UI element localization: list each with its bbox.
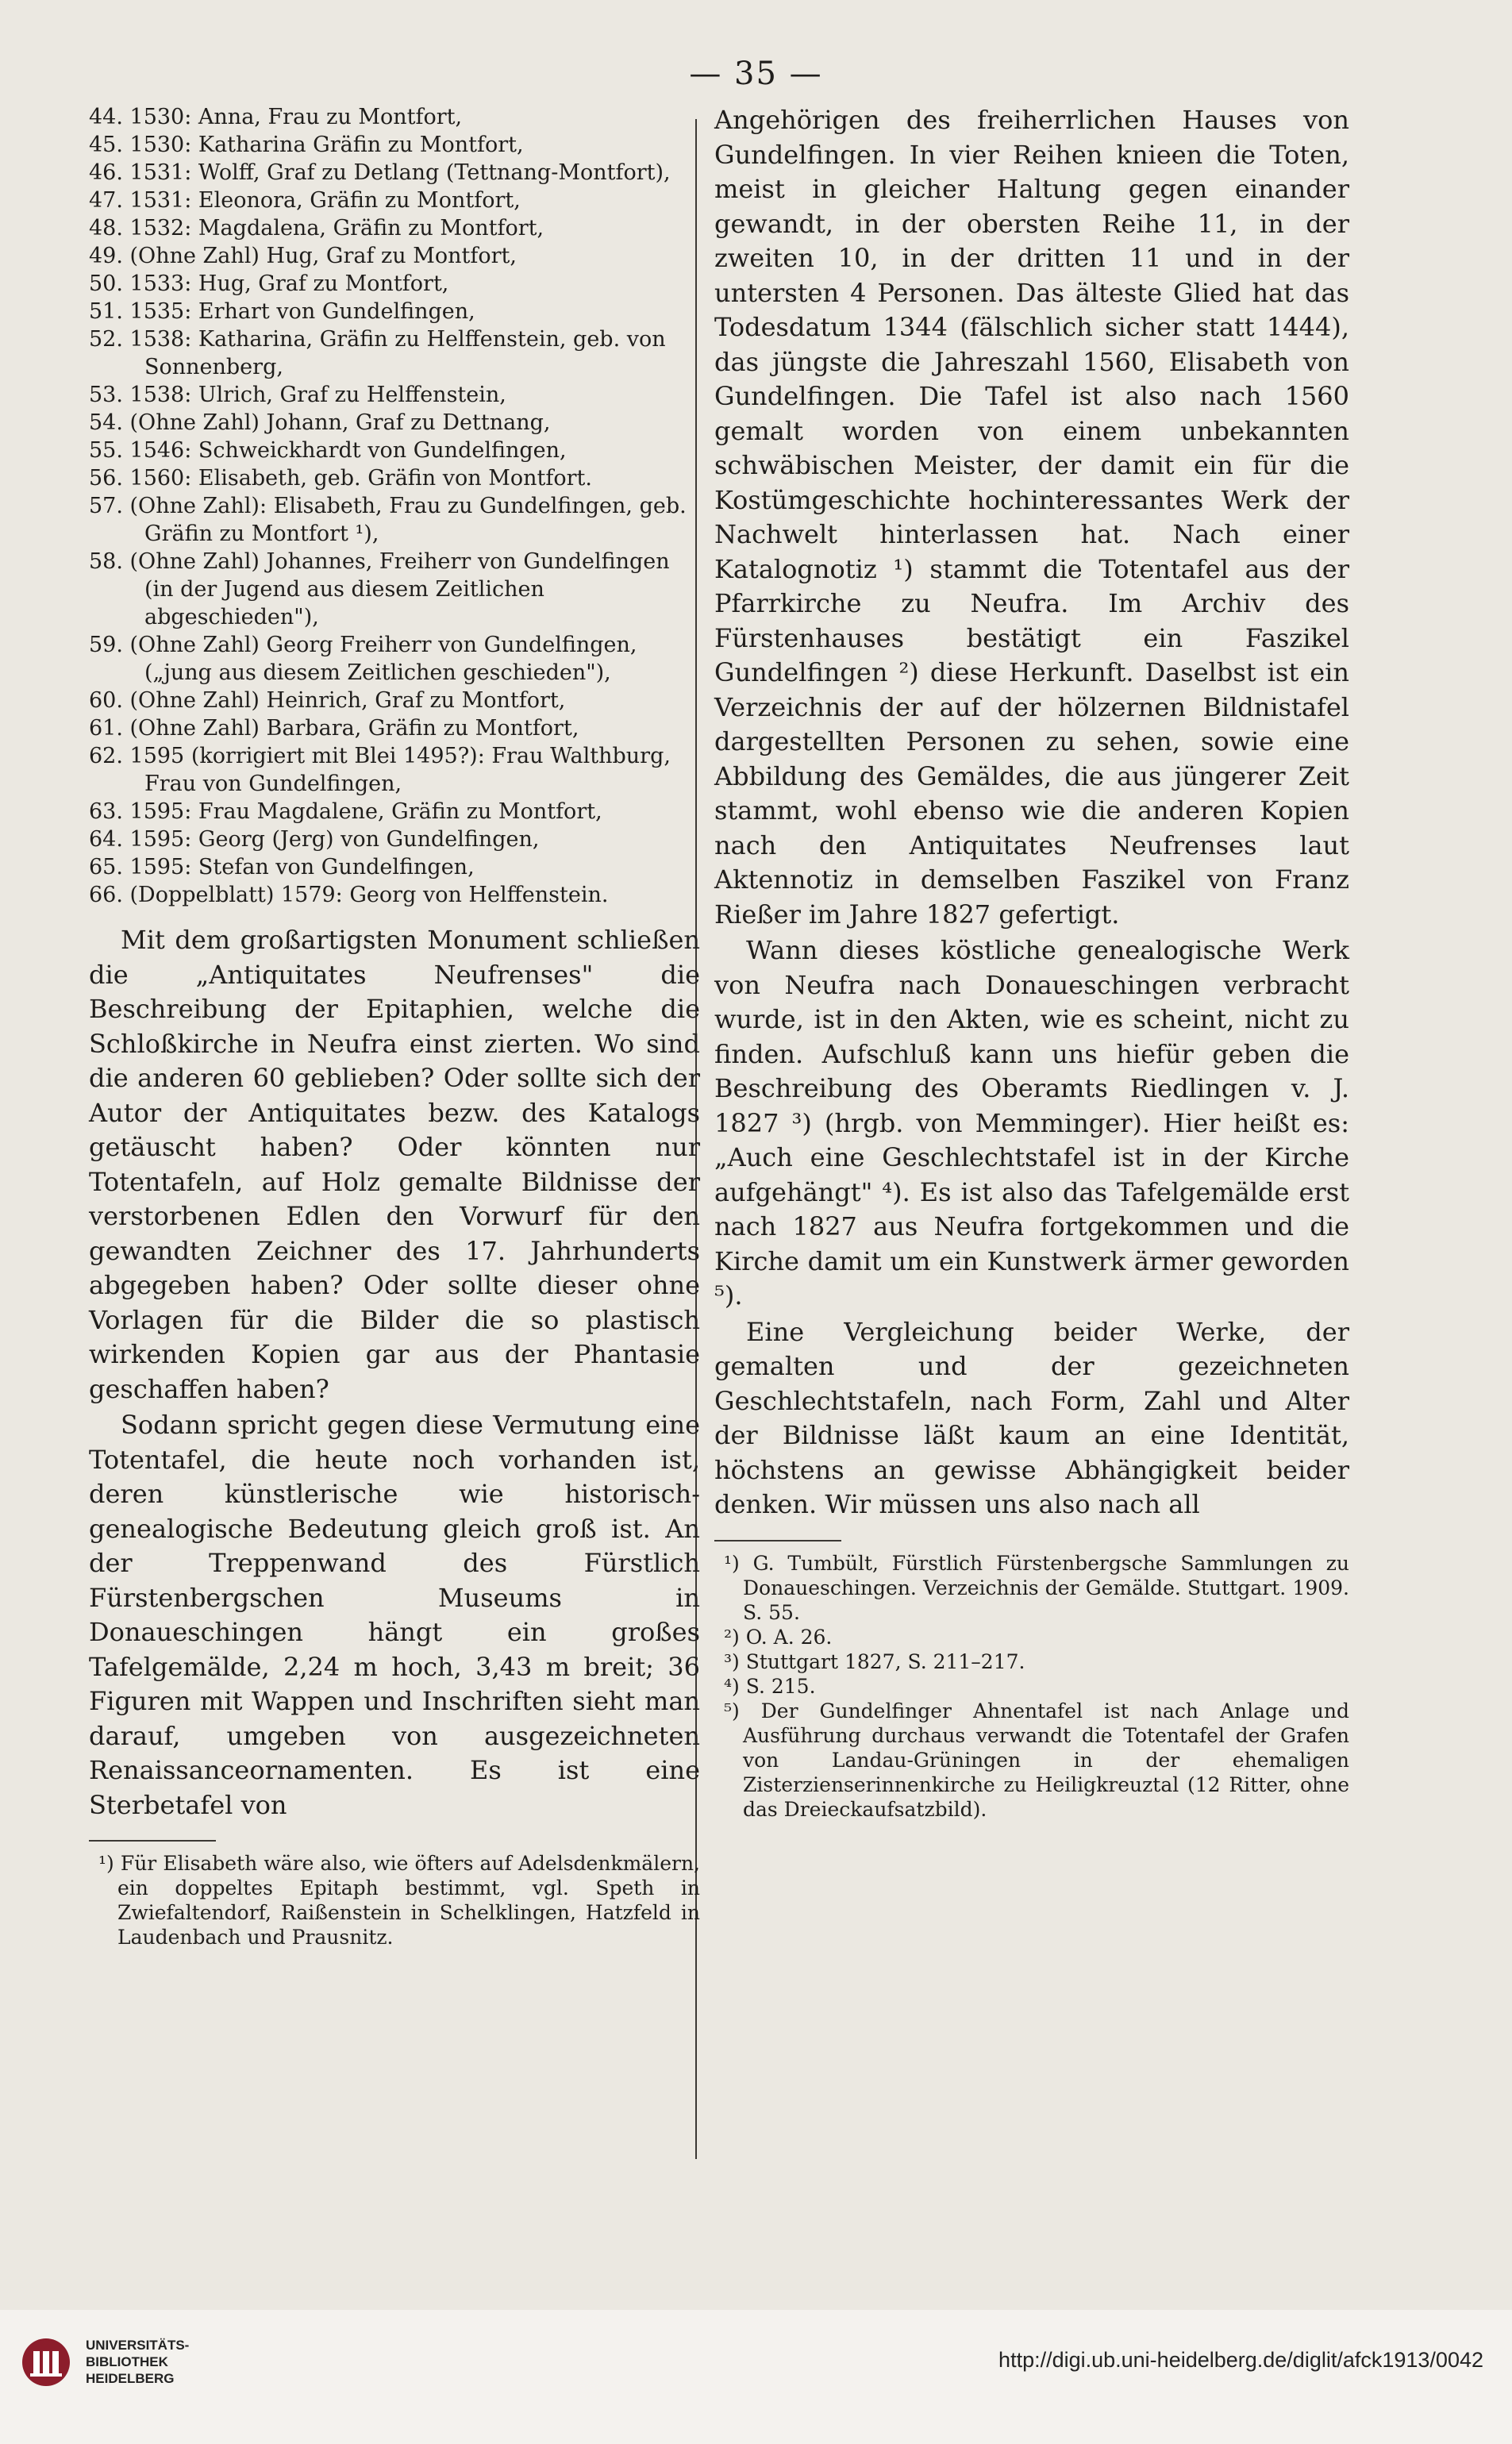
- footnote: ³) Stuttgart 1827, S. 211–217.: [724, 1649, 1025, 1673]
- list-item: 66. (Doppelblatt) 1579: Georg von Helffenstein.: [89, 883, 609, 907]
- list-item: 61. (Ohne Zahl) Barbara, Gräfin zu Montfort,: [89, 716, 579, 741]
- footnote: ⁵) Der Gundelfinger Ahnentafel ist nach Anlage und Ausführung durchaus verwandt die Totentafel der Grafen von Landau-Grüningen in der ehemaligen Zisterzienserinnenkirche zu Heiligkreuztal (12 Ritter, ohne das Dreieckaufsatzbild).: [724, 1699, 1349, 1821]
- list-item: 44. 1530: Anna, Frau zu Montfort,: [89, 105, 463, 129]
- body-paragraph: Angehörigen des freiherrlichen Hauses von Gundelfingen. In vier Reihen knieen die Toten, meist in gleicher Haltung gegen einander gewandt, in der obersten Reihe 11, in der zweiten 10, in der dritten 11 und in der untersten 4 Personen. Das älteste Glied hat das Todesdatum 1344 (fälschlich sicher statt 1444), das jüngste die Jahreszahl 1560, Elisabeth von Gundelfingen. Die Tafel ist also nach 1560 gemalt worden von einem unbekannten schwäbischen Meister, der damit ein für die Kostümgeschichte hochinteressantes Werk der Nachwelt hinterlassen hat. Nach einer Katalognotiz ¹) stammt die Totentafel aus der Pfarrkirche zu Neufra. Im Archiv des Fürstenhauses bestätigt ein Faszikel Gundelfingen ²) diese Herkunft. Daselbst ist ein Verzeichnis der auf der hölzernen Bildnistafel dargestellten Personen zu sehen, sowie eine Abbildung des Gemäldes, die aus jüngerer Zeit stammt, wohl ebenso wie die anderen Kopien nach den Antiquitates Neufrenses laut Aktennotiz in demselben Faszikel von Franz Rießer im Jahre 1827 gefertigt.: [714, 105, 1349, 929]
- list-item: 56. 1560: Elisabeth, geb. Gräfin von Montfort.: [89, 466, 592, 491]
- list-item: 52. 1538: Katharina, Gräfin zu Helffenstein, geb. von Sonnenberg,: [89, 327, 666, 379]
- list-item: 53. 1538: Ulrich, Graf zu Helffenstein,: [89, 383, 506, 407]
- left-column: [89, 103, 700, 1949]
- library-name-line: BIBLIOTHEK: [86, 2354, 168, 2369]
- list-item: 50. 1533: Hug, Graf zu Montfort,: [89, 271, 449, 296]
- footnote: ¹) G. Tumbült, Fürstlich Fürstenbergsche Sammlungen zu Donaueschingen. Verzeichnis der Gemälde. Stuttgart. 1909. S. 55.: [724, 1551, 1349, 1624]
- page-number: — 35 —: [689, 56, 823, 92]
- body-paragraph: Eine Vergleichung beider Werke, der gemalten und der gezeichneten Geschlechtstafeln, nach Form, Zahl und Alter der Bildnisse läßt kaum an eine Identität, höchstens an gewisse Abhängigkeit beider denken. Wir müssen uns also nach all: [714, 1316, 1349, 1519]
- footnote-separator: [714, 1540, 841, 1541]
- library-name-line: UNIVERSITÄTS-: [86, 2338, 190, 2353]
- library-name-line: HEIDELBERG: [86, 2371, 175, 2386]
- list-item: 64. 1595: Georg (Jerg) von Gundelfingen,: [89, 827, 540, 852]
- list-item: 57. (Ohne Zahl): Elisabeth, Frau zu Gundelfingen, geb. Gräfin zu Montfort ¹),: [89, 494, 687, 546]
- list-item: 62. 1595 (korrigiert mit Blei 1495?): Frau Walthburg, Frau von Gundelfingen,: [89, 744, 671, 796]
- body-paragraph: Mit dem großartigsten Monument schließen die „Antiquitates Neufrenses" die Beschreibung der Epitaphien, welche die Schloßkirche in Neufra einst zierten. Wo sind die anderen 60 geblieben? Oder sollte sich der Autor der Antiquitates bezw. des Katalogs getäuscht haben? Oder könnten nur Totentafeln, auf Holz gemalte Bildnisse der verstorbenen Edlen den Vorwurf für den gewandten Zeichner des 17. Jahrhunderts abgegeben haben? Oder sollte dieser ohne Vorlagen für die Bilder die so plastisch wirkenden Kopien gar aus der Phantasie geschaffen haben?: [89, 925, 700, 1404]
- list-item: 48. 1532: Magdalena, Gräfin zu Montfort,: [89, 216, 544, 241]
- list-item: 60. (Ohne Zahl) Heinrich, Graf zu Montfort,: [89, 688, 566, 713]
- epitaph-list: [89, 103, 700, 909]
- footnote-separator: [89, 1840, 216, 1842]
- footnote: ²) O. A. 26.: [724, 1625, 833, 1649]
- viewer-footer: [0, 2310, 1512, 2444]
- list-item: 59. (Ohne Zahl) Georg Freiherr von Gundelfingen, („jung aus diesem Zeitlichen geschieden"),: [89, 633, 637, 685]
- library-name: [86, 2337, 189, 2387]
- footnote: ¹) Für Elisabeth wäre also, wie öfters auf Adelsdenkmälern, ein doppeltes Epitaph bestimmt, vgl. Speth in Zwiefaltendorf, Raißenstein in Schelklingen, Hatzfeld in Laudenbach und Prausnitz.: [98, 1852, 700, 1949]
- footnote: ⁴) S. 215.: [724, 1674, 816, 1698]
- list-item: 58. (Ohne Zahl) Johannes, Freiherr von Gundelfingen (in der Jugend aus diesem Zeitlichen abgeschieden"),: [89, 549, 670, 629]
- list-item: 45. 1530: Katharina Gräfin zu Montfort,: [89, 133, 524, 157]
- university-library-logo-icon: [21, 2337, 71, 2388]
- list-item: 54. (Ohne Zahl) Johann, Graf zu Dettnang,: [89, 410, 551, 435]
- body-paragraph: Wann dieses köstliche genealogische Werk von Neufra nach Donaueschingen verbracht wurde, ist in den Akten, wie es scheint, nicht zu finden. Aufschluß kann uns hiefür geben die Beschreibung des Oberamts Riedlingen v. J. 1827 ³) (hrgb. von Memminger). Hier heißt es: „Auch eine Geschlechtstafel ist in der Kirche aufgehängt" ⁴). Es ist also das Tafelgemälde erst nach 1827 aus Neufra fortgekommen und die Kirche damit um ein Kunstwerk ärmer geworden ⁵).: [714, 935, 1349, 1311]
- list-item: 65. 1595: Stefan von Gundelfingen,: [89, 855, 475, 879]
- source-url-link[interactable]: http://digi.ub.uni-heidelberg.de/diglit/afck1913/0042: [998, 2348, 1483, 2372]
- list-item: 51. 1535: Erhart von Gundelfingen,: [89, 299, 475, 324]
- list-item: 63. 1595: Frau Magdalene, Gräfin zu Montfort,: [89, 799, 602, 824]
- list-item: 55. 1546: Schweickhardt von Gundelfingen,: [89, 438, 567, 463]
- list-item: 46. 1531: Wolff, Graf zu Detlang (Tettnang-Montfort),: [89, 160, 671, 185]
- list-item: 47. 1531: Eleonora, Gräfin zu Montfort,: [89, 188, 521, 213]
- list-item: 49. (Ohne Zahl) Hug, Graf zu Montfort,: [89, 244, 517, 268]
- right-column: [714, 103, 1349, 1822]
- body-paragraph: Sodann spricht gegen diese Vermutung eine Totentafel, die heute noch vorhanden ist, deren künstlerische wie historisch-genealogische Bedeutung gleich groß ist. An der Treppenwand des Fürstlich Fürstenbergschen Museums in Donaueschingen hängt ein großes Tafelgemälde, 2,24 m hoch, 3,43 m breit; 36 Figuren mit Wappen und Inschriften sieht man darauf, umgeben von ausgezeichneten Renaissanceornamenten. Es ist eine Sterbetafel von: [89, 1410, 700, 1820]
